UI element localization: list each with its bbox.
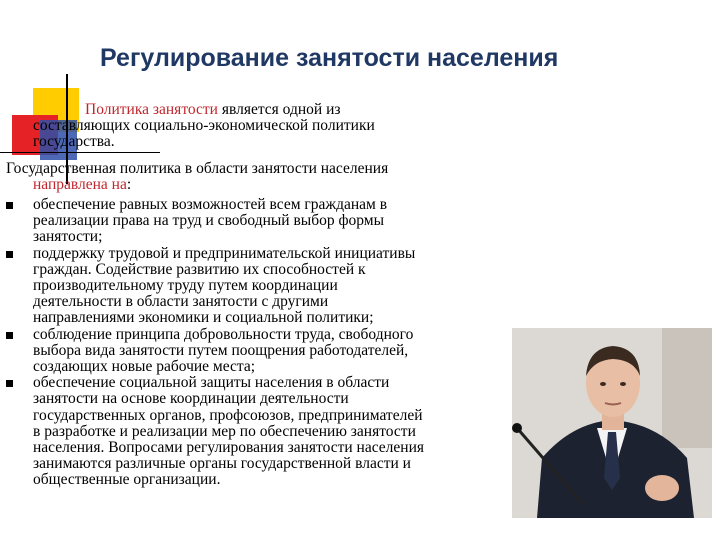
bullet-item: соблюдение принципа добровольности труда, свободного выбора вида занятости путем поощрения работодателей, создающих новые рабочие места; [6,327,498,376]
bullet-item: обеспечение равных возможностей всем гражданам в реализации права на труд и свободный выбор формы занятости; [6,197,498,246]
intro-line-2: составляющих социально-экономической политики [33,117,375,135]
bullet-square-icon [6,380,13,387]
speaker-photo-illustration [512,328,712,518]
intro-line-3: государства. [33,133,115,151]
policy-highlight: направлена на [33,176,127,194]
bullet-square-icon [6,251,13,258]
intro-rest: является одной из [217,101,341,118]
slide-title: Регулирование занятости населения [100,44,559,72]
bullet-square-icon [6,332,13,339]
policy-bullet-list [6,197,498,489]
speaker-photo [512,328,712,518]
bullet-square-icon [6,202,13,209]
policy-paragraph [6,161,466,193]
intro-paragraph [33,102,463,151]
policy-line-1: Государственная политика в области занятости населения [6,160,389,177]
bullet-item: поддержку трудовой и предпринимательской инициативы граждан. Содействие развитию их способностей к производительному труду путем координации деятельности в области занятости с другими направлениями экономики и социальной политики; [6,246,498,327]
bullet-item: обеспечение социальной защиты населения в области занятости на основе координации деятельности государственных органов, профсоюзов, предпринимателей в разработке и реализации мер по обеспечению занятости населения. Вопросами регулирования занятости населения занимаются различные органы государственной власти и общественные организации. [6,375,498,488]
policy-suffix: : [126,176,132,194]
intro-highlight: Политика занятости [85,101,218,118]
decor-horizontal-line [0,152,160,153]
